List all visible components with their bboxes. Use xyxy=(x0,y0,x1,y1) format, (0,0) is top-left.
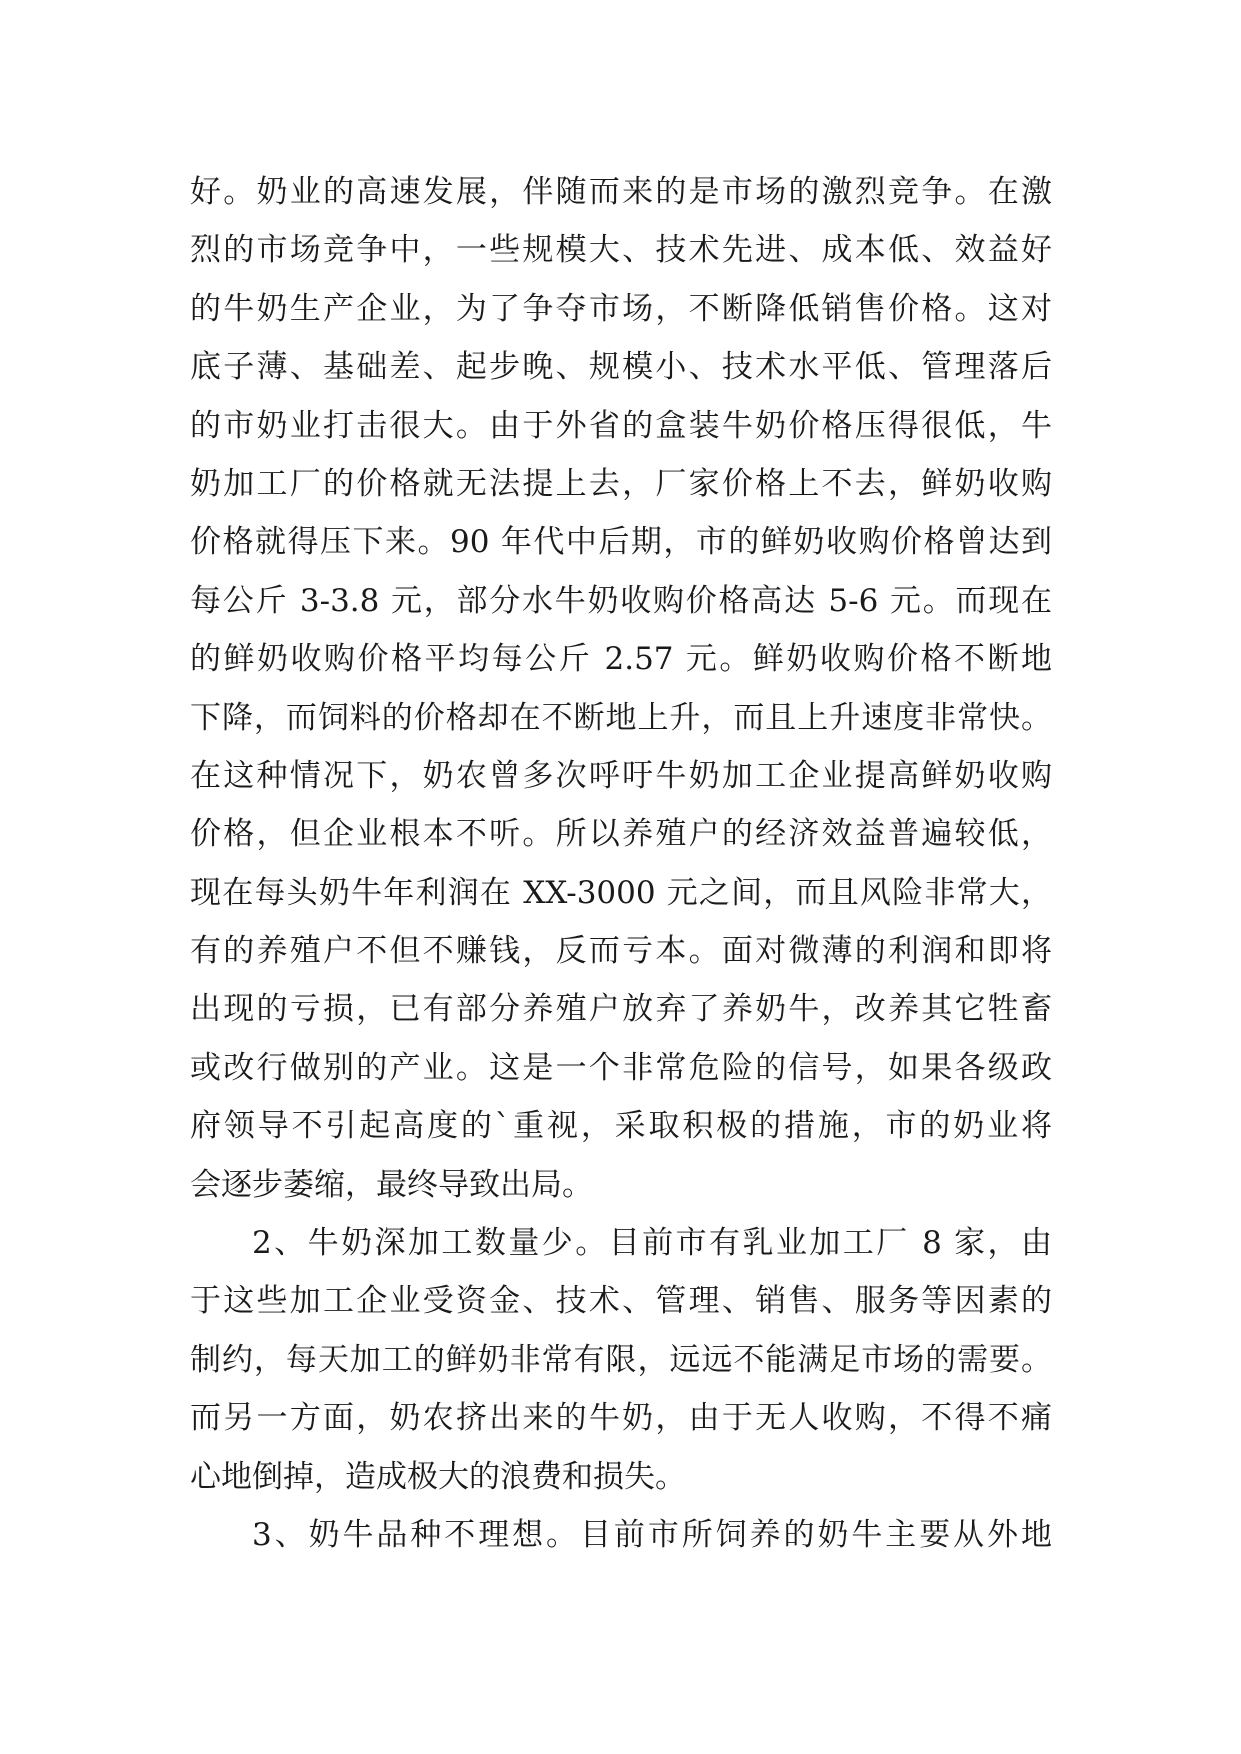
paragraph-1-line: 价格，但企业根本不听。所以养殖户的经济效益普遍较低， xyxy=(190,816,1052,853)
paragraph-1-line: 会逐步萎缩，最终导致出局。 xyxy=(190,1166,593,1203)
paragraph-3-line: 3、奶牛品种不理想。目前市所饲养的奶牛主要从外地 xyxy=(252,1516,1052,1553)
paragraph-1-line: 底子薄、基础差、起步晚、规模小、技术水平低、管理落后 xyxy=(190,349,1052,386)
paragraph-1-line: 或改行做别的产业。这是一个非常危险的信号，如果各级政 xyxy=(190,1049,1052,1086)
paragraph-2-line: 2、牛奶深加工数量少。目前市有乳业加工厂 8 家，由 xyxy=(252,1225,1052,1262)
paragraph-1-line: 的牛奶生产企业，为了争夺市场，不断降低销售价格。这对 xyxy=(190,290,1052,327)
document-body xyxy=(190,163,1052,1564)
paragraph-2-line: 心地倒掉，造成极大的浪费和损失。 xyxy=(190,1458,686,1495)
paragraph-1-line: 下降，而饲料的价格却在不断地上升，而且上升速度非常快。 xyxy=(190,699,1052,736)
paragraph-1-line: 现在每头奶牛年利润在 XX-3000 元之间，而且风险非常大， xyxy=(190,874,1052,911)
paragraph-1-line: 在这种情况下，奶农曾多次呼吁牛奶加工企业提高鲜奶收购 xyxy=(190,757,1052,794)
paragraph-1-line: 烈的市场竞争中，一些规模大、技术先进、成本低、效益好 xyxy=(190,232,1052,269)
paragraph-1-line: 出现的亏损，已有部分养殖户放弃了养奶牛，改养其它牲畜 xyxy=(190,991,1052,1028)
paragraph-1-line: 的鲜奶收购价格平均每公斤 2.57 元。鲜奶收购价格不断地 xyxy=(190,641,1052,678)
paragraph-1-line: 价格就得压下来。90 年代中后期，市的鲜奶收购价格曾达到 xyxy=(190,524,1052,561)
paragraph-2-line: 于这些加工企业受资金、技术、管理、销售、服务等因素的 xyxy=(190,1283,1052,1320)
paragraph-2-line: 制约，每天加工的鲜奶非常有限，远远不能满足市场的需要。 xyxy=(190,1341,1052,1378)
paragraph-1-line: 好。奶业的高速发展，伴随而来的是市场的激烈竞争。在激 xyxy=(190,174,1052,210)
paragraph-1-line: 奶加工厂的价格就无法提上去，厂家价格上不去，鲜奶收购 xyxy=(190,465,1052,502)
paragraph-1-line: 府领导不引起高度的`重视，采取积极的措施，市的奶业将 xyxy=(190,1108,1052,1145)
paragraph-1-line: 每公斤 3-3.8 元，部分水牛奶收购价格高达 5-6 元。而现在 xyxy=(190,582,1052,619)
paragraph-1-line: 有的养殖户不但不赚钱，反而亏本。面对微薄的利润和即将 xyxy=(190,933,1052,970)
paragraph-2-line: 而另一方面，奶农挤出来的牛奶，由于无人收购，不得不痛 xyxy=(190,1400,1052,1437)
paragraph-1-line: 的市奶业打击很大。由于外省的盒装牛奶价格压得很低，牛 xyxy=(190,407,1052,444)
